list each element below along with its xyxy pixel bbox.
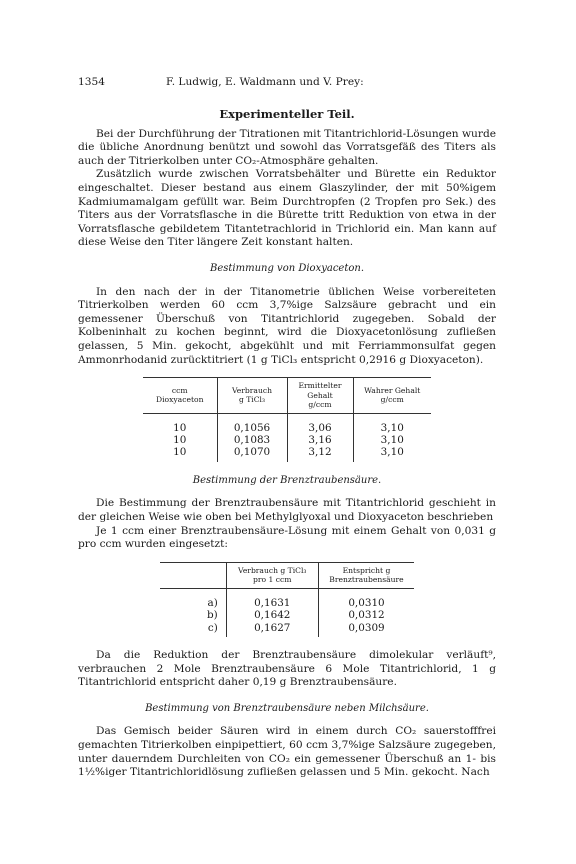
dioxyaceton-table	[143, 377, 431, 462]
table-header-cell: ccm Dioxyaceton	[143, 378, 217, 414]
table-cell: 0,1627	[226, 622, 318, 637]
table-header-cell: Verbrauch g TiCl₃	[217, 378, 287, 414]
intro-paragraph-2: Zusätzlich wurde zwischen Vorratsbehälter und Bürette ein Reduktor eingeschaltet. Dieser bestand aus einem Glaszylinder, der mit 50%igem Kadmiumamalgam gefüllt war. Beim Durchtropfen (2 Tropfen pro Sek.) des Titers aus der Vorratsflasche in die Bürette tritt Reduktion von etwa in der Vorratsflasche gebildetem Titantetrachlorid in Trichlorid ein. Man kann auf diese Weise den Titer längere Zeit konstant halten.	[78, 168, 496, 249]
table-row	[160, 609, 415, 621]
table-cell: 3,10	[353, 413, 431, 434]
table-cell: 0,0310	[318, 588, 414, 609]
brenztraubensaeure-paragraph-2: Je 1 ccm einer Brenztraubensäure-Lösung mit einem Gehalt von 0,031 g pro ccm wurden eingesetzt:	[78, 524, 496, 551]
table-cell: 0,1056	[217, 413, 287, 434]
subsection-title-milchsaeure: Bestimmung von Brenztraubensäure neben Milchsäure.	[145, 702, 429, 714]
table-cell: c)	[207, 621, 218, 634]
page-number: 1354	[78, 76, 105, 88]
brenztraubensaeure-paragraph-3: Da die Reduktion der Brenztraubensäure dimolekular verläuft⁹, verbrauchen 2 Mole Brenztraubensäure 6 Mole Titantrichlorid, 1 g Titantrichlorid entspricht daher 0,19 g Brenztraubensäure.	[78, 649, 496, 689]
table-row	[143, 413, 431, 434]
page-header	[78, 76, 496, 92]
table-cell: b)	[207, 609, 218, 622]
table-header-row	[143, 378, 431, 414]
table-header-row	[160, 562, 415, 588]
milchsaeure-paragraph: Das Gemisch beider Säuren wird in einem durch CO₂ sauerstofffrei gemachten Titrierkolben einpipettiert, 60 ccm 3,7%ige Salzsäure zugegeben, unter dauerndem Durchleiten von CO₂ ein gemessener Überschuß an 1- bis 1½%iger Titantrichloridlösung zufließen gelassen und 5 Min. gekocht. Nach	[78, 725, 496, 779]
table-cell: 0,1642	[226, 609, 318, 621]
table-header-cell: Entspricht g Brenztraubensäure	[318, 562, 414, 588]
table-cell: 3,12	[287, 446, 353, 461]
dioxyaceton-paragraph: In den nach der in der Titanometrie üblichen Weise vorbereiteten Titrierkolben werden 60 ccm 3,7%ige Salzsäure gebracht und ein gemessener Überschuß von Titantrichlorid zugegeben. Sobald der Kolbeninhalt zu kochen beginnt, wird die Dioxyacetonlösung zufließen gelassen, 5 Min. gekocht, abgekühlt und mit Ferriammonsulfat gegen Ammonrhodanid zurücktitriert (1 g TiCl₃ entspricht 0,2916 g Dioxyaceton).	[78, 285, 496, 366]
table-cell: 3,06	[287, 413, 353, 434]
table-cell: 10	[173, 446, 187, 459]
running-title: F. Ludwig, E. Waldmann und V. Prey:	[166, 76, 364, 88]
table-cell: 10	[173, 421, 187, 434]
table-header-cell: Ermittelter Gehalt g/ccm	[287, 378, 353, 414]
table-cell: a)	[207, 596, 218, 609]
table-header-cell: Wahrer Gehalt g/ccm	[353, 378, 431, 414]
brenztraubensaeure-paragraph-1: Die Bestimmung der Brenztraubensäure mit Titantrichlorid geschieht in der gleichen Weise wie oben bei Methylglyoxal und Dioxyaceton beschrieben	[78, 497, 496, 523]
table-cell: 0,0312	[318, 609, 414, 621]
brenztraubensaeure-table	[160, 562, 415, 637]
table-header-cell: Verbrauch g TiCl₃ pro 1 ccm	[226, 562, 318, 588]
subsection-title-brenztraubensaeure: Bestimmung der Brenztraubensäure.	[192, 474, 382, 486]
table-cell: 0,1083	[217, 434, 287, 446]
table-row	[160, 622, 415, 637]
table-row	[143, 434, 431, 446]
table-header-cell	[160, 562, 227, 588]
table-row	[143, 446, 431, 461]
subsection-title-dioxyaceton: Bestimmung von Dioxyaceton.	[210, 262, 364, 274]
intro-paragraph-1: Bei der Durchführung der Titrationen mit Titantrichlorid-Lösungen wurde die übliche Anordnung benützt und sowohl das Vorratsgefäß des Titers als auch der Titrierkolben unter CO₂-Atmosphäre gehalten.	[78, 127, 496, 167]
section-heading: Experimenteller Teil.	[219, 107, 355, 121]
table-cell: 3,10	[353, 434, 431, 446]
page	[78, 76, 496, 780]
table-cell: 0,0309	[318, 622, 414, 637]
table-cell: 0,1631	[226, 588, 318, 609]
table-row	[160, 588, 415, 609]
table-cell: 10	[173, 434, 187, 446]
table-cell: 0,1070	[217, 446, 287, 461]
table-cell: 3,10	[353, 446, 431, 461]
table-cell: 3,16	[287, 434, 353, 446]
